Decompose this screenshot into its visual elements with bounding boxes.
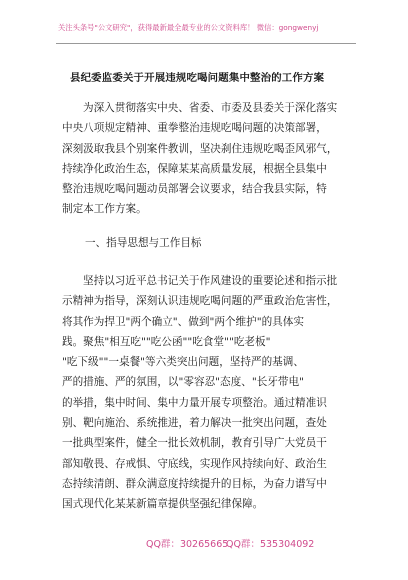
text-line: 践。聚焦"相互吃""吃公函""吃食堂""吃老板"	[62, 335, 271, 348]
text-line: 整治违规吃喝问题动员部署会议要求，结合我县实际，特	[62, 183, 327, 196]
footer-qq-group-1: QQ群：30265665	[146, 539, 229, 550]
text-line: 深刻汲取我县个别案件教训，坚决刹住违规吃喝歪风邪气，	[62, 142, 338, 155]
text-line: 国式现代化某某新篇章提供坚强纪律保障。	[62, 498, 264, 511]
text-line: 持续净化政治生态，保障某某高质量发展，根据全县集中	[62, 162, 327, 175]
text-line: 一批典型案件，健全一批长效机制，教育引导广大党员干	[62, 437, 327, 450]
text-line: 制定本工作方案。	[62, 203, 147, 216]
text-line: 的举措，集中时间、集中力量开展专项整治。通过精准识	[62, 396, 327, 409]
text-line: 部知敬畏、存戒惧、守底线，实现作风持续向好、政治生	[62, 457, 327, 470]
section-heading: 一、指导思想与工作目标	[85, 237, 202, 249]
text-line: 将其作为捍卫"两个确立"、做到"两个维护"的具体实	[62, 315, 304, 328]
intro-paragraph	[62, 98, 352, 220]
text-line: 示精神为指导，深刻认识违规吃喝问题的严重政治危害性，	[62, 295, 338, 308]
document-title: 县纪委监委关于开展违规吃喝问题集中整治的工作方案	[70, 72, 325, 84]
section-paragraph	[62, 271, 352, 515]
text-line: 中央八项规定精神、重拳整治违规吃喝问题的决策部署，	[62, 122, 327, 135]
text-line: 为深入贯彻落实中央、省委、市委及县委关于深化落实	[83, 102, 338, 114]
footer-qq-group-2: QQ群：535304092	[226, 539, 315, 550]
header-divider	[56, 43, 356, 44]
text-line: 别、靶向施治、系统推进，着力解决一批突出问题，查处	[62, 417, 327, 430]
text-line: 态持续清朗、群众满意度持续提升的目标，为奋力谱写中	[62, 477, 327, 490]
header-note: 关注头条号"公文研究"，获得最新最全最专业的公文资料库！ 微信：gongwenyj	[58, 23, 319, 32]
text-line: 严的措施、严的氛围，以"零容忍"态度、"长牙带电"	[62, 376, 304, 389]
text-line: "吃下级""一桌餐"等六类突出问题，坚持严的基调、	[62, 356, 304, 369]
text-line: 坚持以习近平总书记关于作风建设的重要论述和指示批	[83, 275, 338, 287]
